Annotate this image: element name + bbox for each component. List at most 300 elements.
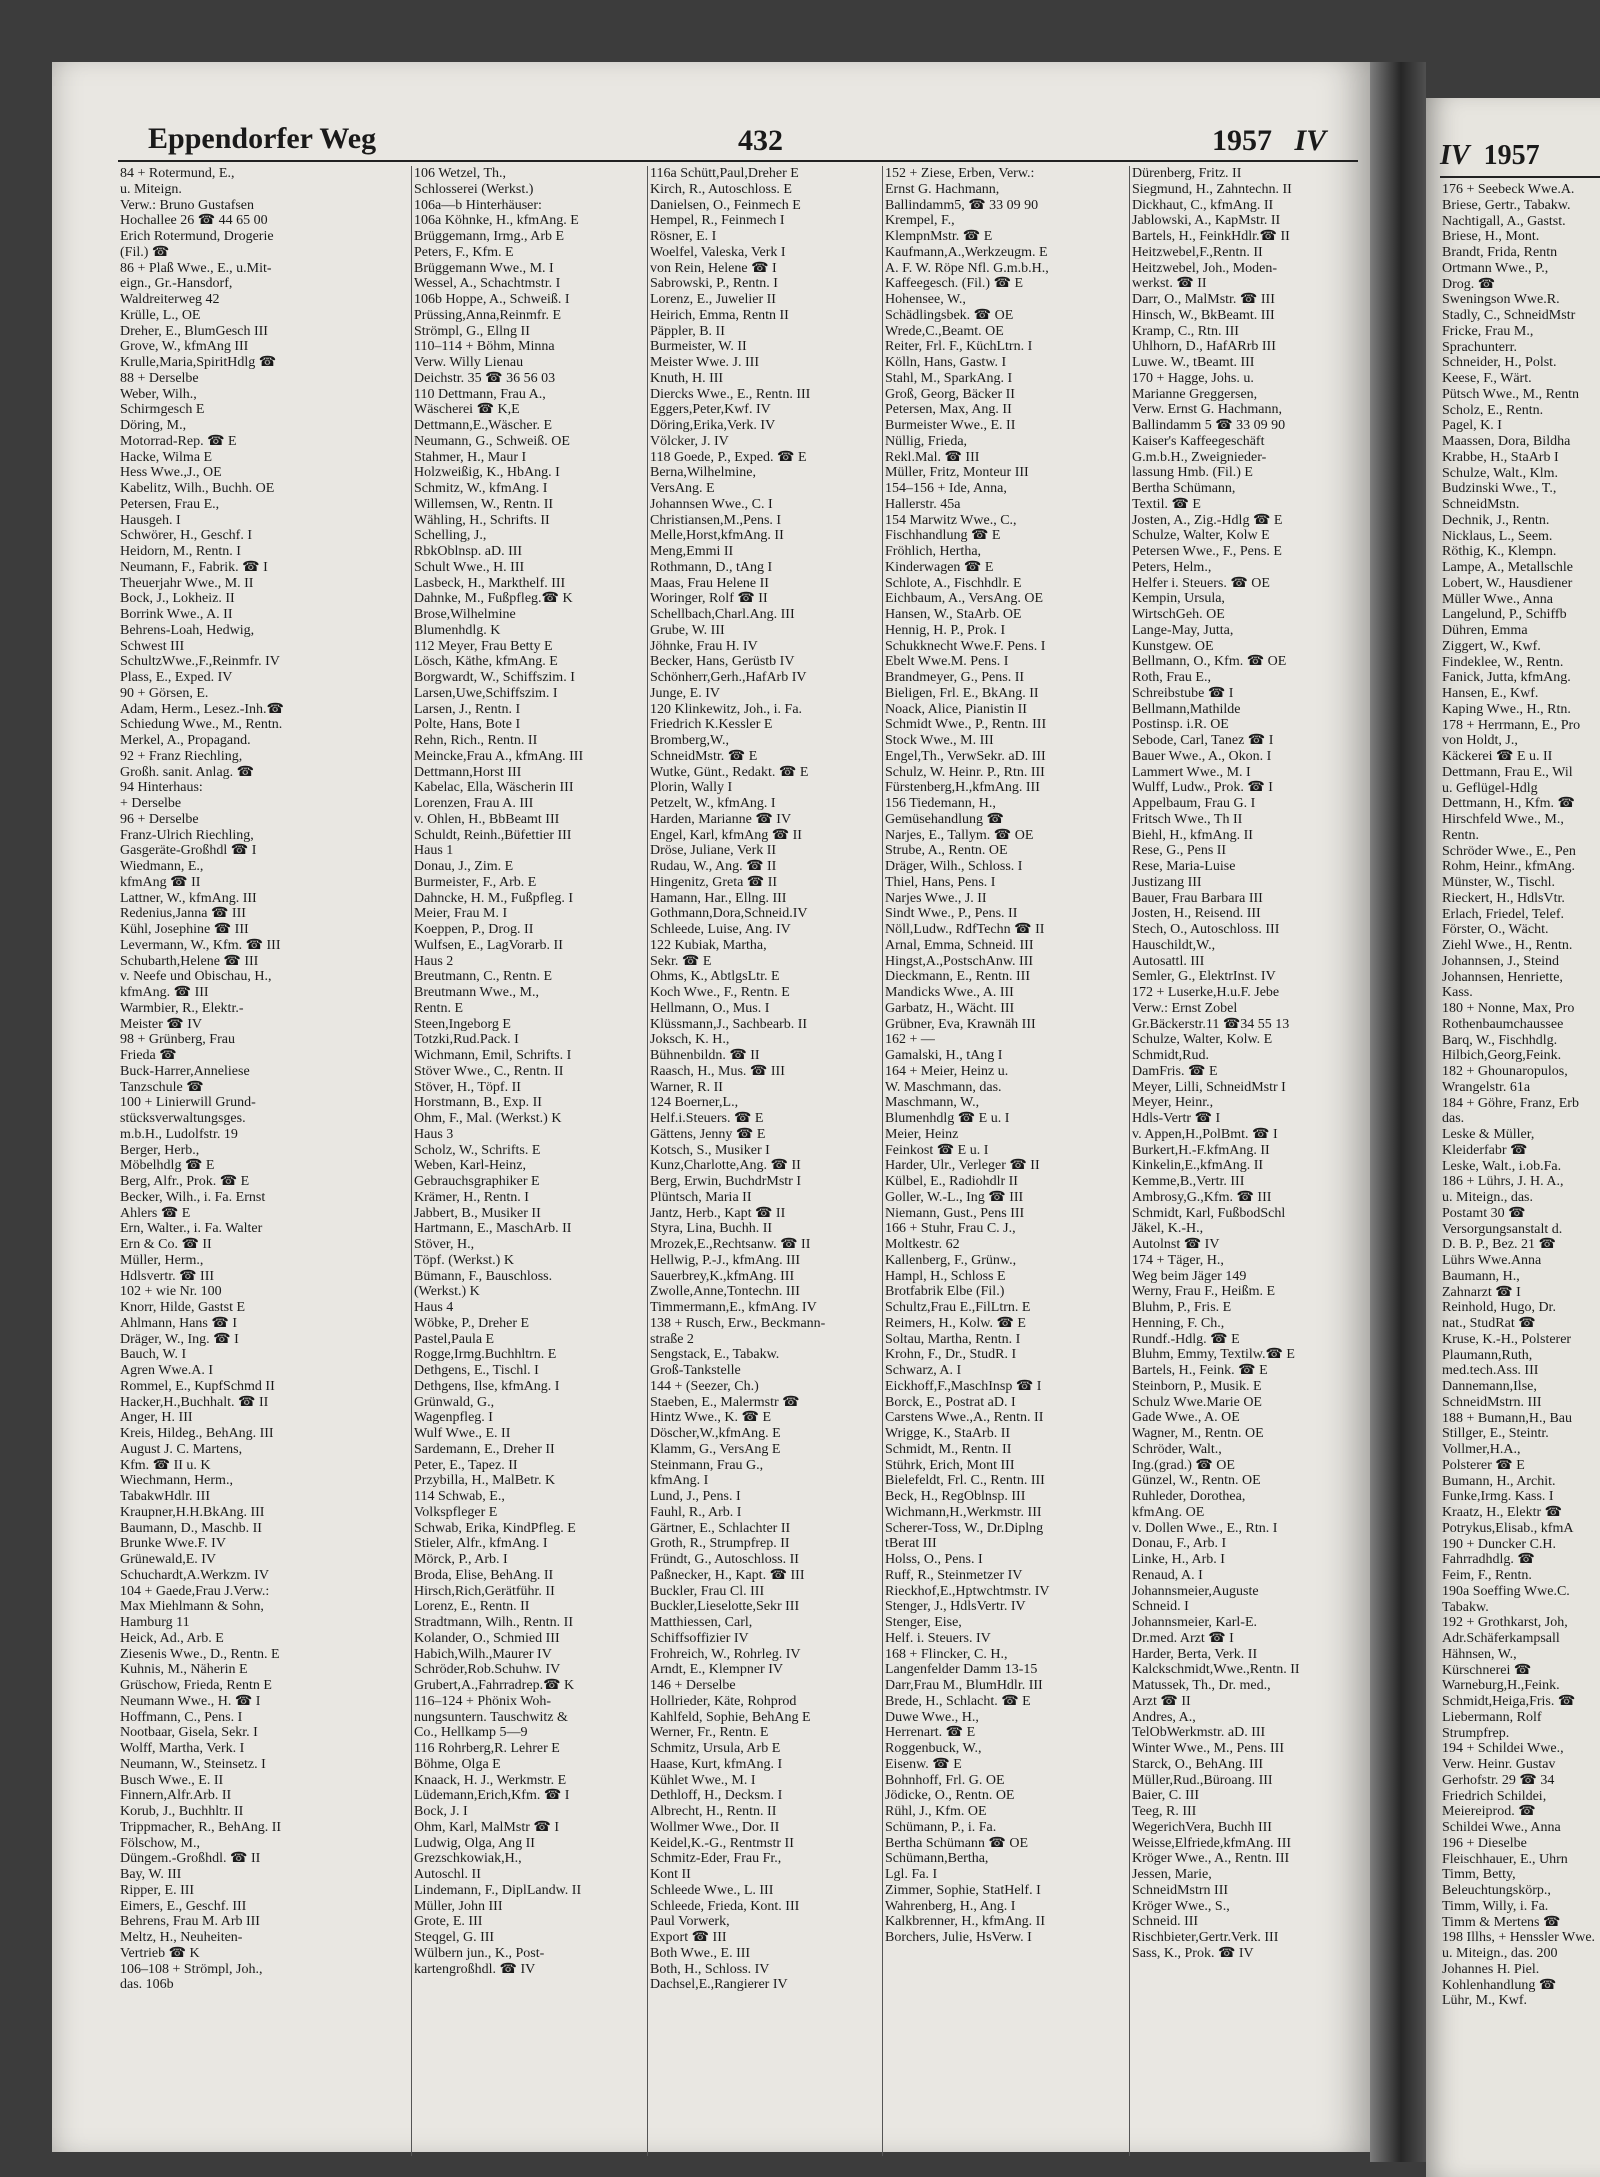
directory-entry-line: Dräger, Wilh., Schloss. I — [885, 859, 1023, 874]
directory-entry-line: Broda, Elise, BehAng. II — [414, 1567, 554, 1583]
directory-entry-line: Rese, G., Pens II — [1132, 843, 1227, 859]
directory-entry-line: Krämer, H., Rentn. I — [414, 1189, 529, 1205]
directory-entry-line: Wichmann,H.,Werkmstr. III — [885, 1504, 1042, 1520]
directory-entry-line: Ambrosy,G.,Kfm. ☎ III — [1132, 1189, 1272, 1205]
directory-entry-line: Düngem.-Großhdl. ☎ II — [120, 1851, 261, 1867]
directory-entry-line: Groß, Georg, Bäcker II — [885, 386, 1015, 402]
directory-entry-line: Bromberg,W., — [650, 733, 729, 748]
directory-entry-line: Meyer, Lilli, SchneidMstr I — [1132, 1079, 1286, 1095]
directory-entry-line: 138 + Rusch, Erw., Beckmann- — [650, 1315, 826, 1331]
directory-entry-line: Hallerstr. 45a — [885, 496, 961, 512]
directory-entry-line: Kraupner,H.H.BkAng. III — [120, 1504, 265, 1520]
directory-entry-line: Dräger, W., Ing. ☎ I — [120, 1331, 239, 1347]
directory-entry-line: Koch Wwe., F., Rentn. E — [650, 985, 790, 1000]
directory-entry-line: Schneid. I — [1132, 1599, 1189, 1615]
directory-entry-line: Heidorn, M., Rentn. I — [120, 544, 241, 559]
directory-entry-line: Bieligen, Frl. E., BkAng. II — [885, 685, 1039, 701]
directory-entry-line: Ripper, E. III — [120, 1882, 195, 1898]
directory-entry-line: Zwolle,Anne,Tontechn. III — [650, 1284, 800, 1300]
directory-entry-line: Schmitz, Ursula, Arb E — [650, 1741, 781, 1756]
directory-entry-line: Fahrradhdlg. ☎ — [1442, 1552, 1535, 1568]
directory-entry-line: Stenger, Eise, — [885, 1615, 962, 1630]
directory-entry-line: v. Dollen Wwe., E., Rtn. I — [1132, 1520, 1278, 1536]
directory-entry-line: Bellmann,Mathilde — [1132, 701, 1241, 717]
directory-entry-line: Dettmann,E.,Wäscher. E — [414, 418, 553, 433]
directory-entry-line: Fründt, G., Autoschloss. II — [650, 1552, 799, 1567]
directory-entry-line: Budzinski Wwe., T., — [1442, 481, 1557, 497]
directory-entry-line: Ziesenis Wwe., D., Rentn. E — [120, 1646, 280, 1662]
directory-entry-line: Timm & Mertens ☎ — [1442, 1914, 1561, 1930]
directory-entry-line: Dr.med. Arzt ☎ I — [1132, 1630, 1234, 1646]
directory-entry-line: Bauer, Frau Barbara III — [1132, 890, 1263, 906]
directory-entry-line: Sekr. ☎ E — [650, 953, 712, 969]
directory-entry-line: Agren Wwe.A. I — [120, 1363, 214, 1378]
directory-entry-line: Merkel, A., Propagand. — [120, 733, 251, 748]
directory-entry-line: Breutmann, C., Rentn. E — [414, 969, 553, 985]
directory-entry-line: Nicklaus, L., Seem. — [1442, 528, 1553, 544]
directory-entry-line: Woringer, Rolf ☎ II — [650, 591, 768, 607]
directory-entry-line: Diercks Wwe., E., Rentn. III — [650, 386, 811, 402]
directory-entry-line: Rösner, E. I — [650, 229, 717, 244]
directory-entry-line: Polte, Hans, Bote I — [414, 717, 521, 733]
directory-entry-line: Hoffmann, C., Pens. I — [120, 1709, 243, 1725]
directory-entry-line: Haus 2 — [414, 953, 454, 969]
directory-entry-line: Friedrich K.Kessler E — [650, 717, 773, 733]
directory-entry-line: Fröhlich, Hertha, — [885, 544, 982, 559]
directory-entry-line: Johannsen, J., Steind — [1442, 953, 1560, 969]
directory-entry-line: Schmidt Wwe., P., Rentn. III — [885, 717, 1047, 733]
directory-entry-line: Adr.Schäferkampsall — [1442, 1631, 1560, 1646]
directory-entry-line: Christiansen,M.,Pens. I — [650, 512, 782, 528]
directory-entry-line: Schildei Wwe., Anna — [1442, 1820, 1561, 1835]
directory-entry-line: Joksch, K. H., — [650, 1032, 730, 1048]
directory-entry-line: Bock, J. I — [414, 1804, 468, 1819]
directory-entry-line: Pütsch Wwe., M., Rentn — [1442, 386, 1580, 402]
directory-entry-line: Hansen, W., StaArb. OE — [885, 607, 1022, 622]
directory-entry-line: Ziehl Wwe., H., Rentn. — [1442, 938, 1573, 953]
directory-entry-line: Matussek, Th., Dr. med., — [1132, 1678, 1271, 1693]
directory-entry-line: Korub, J., Buchhltr. II — [120, 1804, 244, 1819]
directory-column-5 — [1130, 166, 1358, 2156]
directory-entry-line: Kempin, Ursula, — [1132, 591, 1225, 607]
directory-entry-line: Bartels, H., FeinkHdlr.☎ II — [1132, 229, 1290, 244]
directory-entry-line: Theuerjahr Wwe., M. II — [120, 575, 254, 591]
directory-entry-line: Kunstgew. OE — [1132, 638, 1214, 654]
directory-entry-line: Hintz Wwe., K. ☎ E — [650, 1410, 771, 1426]
directory-entry-line: Meincke,Frau A., kfmAng. III — [414, 748, 584, 764]
directory-entry-line: Sebode, Carl, Tanez ☎ I — [1132, 733, 1274, 748]
directory-entry-line: Friedrich Schildei, — [1442, 1788, 1547, 1804]
directory-entry-line: Hingenitz, Greta ☎ II — [650, 874, 778, 890]
directory-entry-line: Harder, Ulr., Verleger ☎ II — [885, 1158, 1040, 1174]
directory-entry-line: Roth, Frau E., — [1132, 670, 1211, 685]
directory-entry-line: Heitzwebel,F.,Rentn. II — [1132, 244, 1263, 260]
directory-entry-line: 168 + Flincker, C. H., — [885, 1646, 1008, 1662]
directory-entry-line: Dettmann, H., Kfm. ☎ — [1442, 796, 1575, 812]
directory-entry-line: Dechnik, J., Rentn. — [1442, 512, 1550, 528]
directory-entry-line: Meister Wwe. J. III — [650, 355, 759, 370]
directory-entry-line: Lührs Wwe.Anna — [1442, 1253, 1542, 1268]
directory-entry-line: 114 Schwab, E., — [414, 1489, 505, 1504]
directory-entry-line: Darr,Frau M., BlumHdlr. III — [885, 1678, 1043, 1693]
directory-entry-line: Stillger, E., Steintr. — [1442, 1426, 1549, 1442]
directory-entry-line: Kass. — [1442, 985, 1473, 1001]
directory-entry-line: Großh. sanit. Anlag. ☎ — [120, 764, 255, 780]
directory-entry-line: Marianne Greggersen, — [1132, 386, 1258, 402]
directory-entry-line: Wulf Wwe., E. II — [414, 1426, 511, 1441]
directory-entry-line: Gärtner, E., Schlachter II — [650, 1520, 791, 1536]
directory-entry-line: Helf.i.Steuers. ☎ E — [650, 1111, 764, 1126]
directory-entry-line: Eimers, E., Geschf. III — [120, 1898, 247, 1914]
directory-entry-line: Fürstenberg,H.,kfmAng. III — [885, 780, 1040, 796]
directory-entry-line: 106b Hoppe, A., Schweiß. I — [414, 292, 570, 307]
directory-entry-line: Schmidt,Rud. — [1132, 1048, 1210, 1063]
directory-entry-line: Ludwig, Olga, Ang II — [414, 1835, 535, 1851]
directory-entry-line: Horstmann, B., Exp. II — [414, 1095, 542, 1111]
directory-entry-line: Lüdemann,Erich,Kfm. ☎ I — [414, 1788, 570, 1804]
directory-entry-line: Jäkel, K.-H., — [1132, 1221, 1204, 1237]
directory-entry-line: 116a Schütt,Paul,Dreher E — [650, 166, 799, 181]
directory-entry-line: Kaffeegesch. (Fil.) ☎ E — [885, 276, 1024, 292]
directory-entry-line: Eisenw. ☎ E — [885, 1756, 962, 1772]
directory-entry-line: Rentn. — [1442, 827, 1479, 843]
directory-entry-line: A. F. W. Röpe Nfl. G.m.b.H., — [885, 260, 1049, 276]
directory-entry-line: Uhlhorn, D., HafARrb III — [1132, 339, 1276, 355]
directory-entry-line: Lgl. Fa. I — [885, 1867, 938, 1882]
directory-entry-line: Becker, Wilh., i. Fa. Ernst — [120, 1189, 266, 1205]
directory-entry-line: Hilbich,Georg,Feink. — [1442, 1048, 1562, 1064]
directory-entry-line: Kruse, K.-H., Polsterer — [1442, 1331, 1572, 1347]
directory-entry-line: Schneid. III — [1132, 1914, 1199, 1930]
directory-entry-line: Frieda ☎ — [120, 1048, 177, 1063]
directory-entry-line: 102 + wie Nr. 100 — [120, 1284, 222, 1300]
directory-entry-line: Appelbaum, Frau G. I — [1132, 796, 1256, 811]
directory-entry-line: Kaiser's Kaffeegeschäft — [1132, 433, 1265, 449]
directory-entry-line: 178 + Herrmann, E., Pro — [1442, 717, 1581, 733]
directory-entry-line: Krohn, F., Dr., StudR. I — [885, 1347, 1017, 1363]
directory-entry-line: Dettmann,Horst III — [414, 764, 522, 780]
directory-entry-line: Petersen, Frau E., — [120, 496, 220, 512]
directory-entry-line: Meyer, Heinr., — [1132, 1095, 1214, 1111]
directory-entry-line: Fleischhauer, E., Uhrn — [1442, 1851, 1568, 1867]
directory-entry-line: Koeppen, P., Drog. II — [414, 922, 534, 937]
directory-entry-line: kfmAng ☎ II — [120, 874, 201, 890]
directory-entry-line: Herrenart. ☎ E — [885, 1725, 976, 1741]
directory-entry-line: Gothmann,Dora,Schneid.IV — [650, 906, 808, 922]
directory-entry-line: Behrens, Frau M. Arb III — [120, 1914, 260, 1930]
directory-entry-line: 192 + Grothkarst, Joh, — [1442, 1615, 1568, 1631]
directory-entry-line: Kramp, C., Rtn. III — [1132, 323, 1239, 339]
directory-entry-line: Kabelitz, Wilh., Buchh. OE — [120, 481, 275, 496]
directory-entry-line: 194 + Schildei Wwe., — [1442, 1741, 1564, 1757]
directory-entry-line: Autoschl. II — [414, 1867, 481, 1882]
directory-entry-line: Buckler, Frau Cl. III — [650, 1583, 765, 1599]
directory-entry-line: Feim, F., Rentn. — [1442, 1568, 1532, 1583]
directory-entry-line: Rommel, E., KupfSchmd II — [120, 1378, 275, 1394]
directory-entry-line: August J. C. Martens, — [120, 1441, 243, 1457]
directory-entry-line: Stock Wwe., M. III — [885, 733, 994, 748]
directory-entry-line: Timm, Willy, i. Fa. — [1442, 1898, 1549, 1914]
directory-entry-line: Lobert, W., Hausdiener — [1442, 575, 1573, 591]
directory-entry-line: Export ☎ III — [650, 1930, 727, 1945]
directory-entry-line: Hauschildt,W., — [1132, 937, 1216, 953]
directory-entry-line: eign., Gr.-Hansdorf, — [120, 276, 233, 292]
directory-entry-line: Krülle, L., OE — [120, 307, 201, 323]
directory-entry-line: Volkspfleger E — [414, 1504, 498, 1520]
directory-entry-line: Neumann, W., Steinsetz. I — [120, 1756, 266, 1772]
directory-entry-line: Dahnke, M., Fußpfleg.☎ K — [414, 591, 573, 607]
directory-entry-line: Wäscherei ☎ K,E — [414, 402, 520, 418]
directory-entry-line: 94 Hinterhaus: — [120, 780, 203, 796]
directory-entry-line: Pagel, K. I — [1442, 418, 1502, 434]
directory-entry-line: Winter Wwe., M., Pens. III — [1132, 1741, 1284, 1756]
directory-entry-line: Ortmann Wwe., P., — [1442, 260, 1549, 276]
directory-entry-line: Duwe Wwe., H., — [885, 1709, 979, 1725]
directory-entry-line: Johannsmeier, Karl-E. — [1132, 1615, 1258, 1630]
directory-entry-line: Dröse, Juliane, Verk II — [650, 843, 777, 859]
directory-entry-line: Hess Wwe.,J., OE — [120, 465, 222, 481]
directory-entry-line: Borgwardt, W., Schiffszim. I — [414, 670, 575, 685]
directory-entry-line: 106–108 + Strömpl, Joh., — [120, 1961, 263, 1977]
directory-entry-line: Pastel,Paula E — [414, 1331, 495, 1347]
directory-entry-line: 156 Tiedemann, H., — [885, 796, 996, 811]
directory-entry-line: Hamann, Har., Ellng. III — [650, 890, 787, 906]
directory-entry-line: Schümann,Bertha, — [885, 1851, 989, 1867]
directory-entry-line: Ballindamm 5 ☎ 33 09 90 — [1132, 418, 1286, 433]
directory-entry-line: Neumann Wwe., H. ☎ I — [120, 1693, 261, 1709]
directory-entry-line: Renaud, A. I — [1132, 1567, 1203, 1583]
directory-entry-line: Rieckhof,E.,Hptwchtmstr. IV — [885, 1583, 1050, 1599]
directory-entry-line: Scherer-Toss, W., Dr.Diplng — [885, 1520, 1044, 1536]
directory-entry-line: Prüssing,Anna,Reinmfr. E — [414, 307, 561, 323]
directory-entry-line: Wiedmann, E., — [120, 859, 204, 874]
directory-entry-line: lassung Hmb. (Fil.) E — [1132, 465, 1253, 481]
directory-entry-line: Sardemann, E., Dreher II — [414, 1441, 555, 1457]
directory-entry-line: v. Neefe und Obischau, H., — [120, 969, 272, 985]
directory-entry-line: das. 106b — [120, 1977, 174, 1993]
directory-entry-line: SchneidMstrn. III — [1442, 1394, 1542, 1410]
directory-entry-line: Lattner, W., kfmAng. III — [120, 890, 257, 906]
directory-entry-line: Adam, Herm., Lesez.-Inh.☎ — [120, 701, 284, 717]
directory-entry-line: Kaping Wwe., H., Rtn. — [1442, 701, 1571, 717]
directory-entry-line: Motorrad-Rep. ☎ E — [120, 433, 237, 449]
directory-entry-line: Kölln, Hans, Gastw. I — [885, 355, 1007, 370]
directory-entry-line: Müller, Fritz, Monteur III — [885, 465, 1029, 481]
directory-entry-line: Fischhandlung ☎ E — [885, 528, 1001, 544]
directory-entry-line: Burmeister Wwe., E. II — [885, 418, 1016, 433]
directory-entry-line: Behrens-Loah, Hedwig, — [120, 622, 255, 638]
directory-entry-line: Hellmann, O., Mus. I — [650, 1000, 770, 1016]
directory-entry-line: Kotsch, S., Musiker I — [650, 1142, 770, 1158]
directory-entry-line: Rekl.Mal. ☎ III — [885, 449, 980, 465]
directory-entry-line: Wulff, Ludw., Prok. ☎ I — [1132, 780, 1273, 796]
directory-entry-line: 112 Meyer, Frau Betty E — [414, 638, 553, 654]
directory-entry-line: 116 Rohrberg,R. Lehrer E — [414, 1741, 560, 1756]
directory-entry-line: KlempnMstr. ☎ E — [885, 229, 993, 244]
directory-entry-line: Plass, E., Exped. IV — [120, 670, 233, 685]
directory-entry-line: Lammert Wwe., M. I — [1132, 764, 1251, 780]
directory-entry-line: Woelfel, Valeska, Verk I — [650, 244, 786, 260]
directory-entry-line: Rothenbaumchaussee — [1442, 1016, 1564, 1032]
directory-entry-line: Dethgens, Ilse, kfmAng. I — [414, 1378, 560, 1394]
directory-entry-line: u. Miteign., das. 200 — [1442, 1946, 1558, 1961]
directory-entry-line: Hennig, H. P., Prok. I — [885, 622, 1006, 638]
directory-entry-line: + Derselbe — [120, 796, 182, 811]
directory-entry-line: Schlote, A., Fischhdlr. E — [885, 575, 1022, 591]
directory-entry-line: Wähling, H., Schrifts. II — [414, 512, 550, 528]
directory-entry-line: 154–156 + Ide, Anna, — [885, 481, 1007, 496]
directory-entry-line: u. Miteign. — [120, 181, 182, 197]
directory-entry-line: Schleede Wwe., L. III — [650, 1882, 774, 1898]
directory-entry-line: Buckler,Lieselotte,Sekr III — [650, 1599, 800, 1615]
directory-entry-line: 104 + Gaede,Frau J.Verw.: — [120, 1583, 270, 1599]
directory-entry-line: Paul Vorwerk, — [650, 1914, 730, 1930]
directory-entry-line: stücksverwaltungsges. — [120, 1111, 246, 1126]
directory-entry-line: Frohreich, W., Rohrleg. IV — [650, 1646, 801, 1662]
directory-entry-line: Luwe. W., tBeamt. III — [1132, 355, 1255, 370]
directory-entry-line: Rehn, Rich., Rentn. II — [414, 733, 538, 748]
directory-entry-line: Wichmann, Emil, Schrifts. I — [414, 1048, 572, 1063]
directory-entry-line: Lösch, Käthe, kfmAng. E — [414, 654, 558, 670]
directory-entry-line: Haus 1 — [414, 843, 454, 859]
directory-entry-line: Verw. Willy Lienau — [414, 355, 524, 370]
directory-entry-line: Schelling, J., — [414, 528, 487, 544]
directory-entry-line: 166 + Stuhr, Frau C. J., — [885, 1221, 1016, 1237]
directory-entry-line: Henning, F. Ch., — [1132, 1315, 1225, 1331]
directory-entry-line: Brüggemann, Irmg., Arb E — [414, 229, 565, 244]
directory-entry-line: Schwarz, A. I — [885, 1363, 962, 1378]
directory-entry-line: Engel,Th., VerwSekr. aD. III — [885, 748, 1046, 764]
directory-entry-line: Haase, Kurt, kfmAng. I — [650, 1756, 783, 1772]
directory-entry-line: Döring, M., — [120, 418, 187, 433]
directory-entry-line: VersAng. E — [650, 481, 715, 496]
directory-entry-line: Leske & Müller, — [1442, 1127, 1535, 1142]
directory-entry-line: Ohm, F., Mal. (Werkst.) K — [414, 1111, 562, 1126]
directory-entry-line: Hellwig, P.-J., kfmAng. III — [650, 1252, 801, 1268]
directory-entry-line: Barq, W., Fischhdlg. — [1442, 1032, 1558, 1048]
directory-entry-line: Kalkbrenner, H., kfmAng. II — [885, 1914, 1046, 1930]
directory-entry-line: 122 Kubiak, Martha, — [650, 937, 767, 953]
directory-entry-line: Redenius,Janna ☎ III — [120, 906, 246, 922]
directory-entry-line: Stradtmann, Wilh., Rentn. II — [414, 1615, 573, 1630]
directory-entry-line: Berger, Herb., — [120, 1142, 200, 1158]
directory-entry-line: kfmAng. ☎ III — [120, 985, 209, 1000]
directory-entry-line: Liebermann, Rolf — [1442, 1709, 1542, 1725]
directory-entry-line: Röthig, K., Klempn. — [1442, 544, 1557, 560]
directory-entry-line: Mrozek,E.,Rechtsanw. ☎ II — [650, 1237, 811, 1252]
directory-entry-line: von Holdt, J., — [1442, 733, 1518, 749]
directory-entry-line: Grove, W., kfmAng III — [120, 339, 249, 355]
directory-entry-line: Päppler, B. II — [650, 323, 725, 339]
directory-entry-line: Heick, Ad., Arb. E — [120, 1630, 224, 1646]
directory-entry-line: Günzel, W., Rentn. OE — [1132, 1473, 1261, 1489]
directory-entry-line: Lorenz, E., Juwelier II — [650, 292, 776, 307]
directory-entry-line: Helf. i. Steuers. IV — [885, 1630, 991, 1646]
directory-entry-line: Kuhnis, M., Näherin E — [120, 1662, 248, 1678]
directory-entry-line: Stenger, J., HdlsVertr. IV — [885, 1599, 1026, 1615]
directory-entry-line: Fölschow, M., — [120, 1835, 200, 1851]
directory-entry-line: 118 Goede, P., Exped. ☎ E — [650, 449, 807, 465]
directory-entry-line: u. Miteign., das. — [1442, 1190, 1533, 1205]
directory-entry-line: Noack, Alice, Pianistin II — [885, 701, 1027, 717]
directory-entry-line: Josten, H., Reisend. III — [1132, 906, 1261, 922]
directory-entry-line: Waldreiterweg 42 — [120, 292, 220, 307]
directory-entry-line: Wrigge, K., StaArb. II — [885, 1426, 1011, 1441]
directory-entry-line: Maassen, Dora, Bildha — [1442, 434, 1571, 449]
directory-entry-line: Kühl, Josephine ☎ III — [120, 922, 249, 937]
directory-entry-line: Nachtigall, A., Gastst. — [1442, 213, 1566, 229]
directory-entry-line: Schulz Wwe.Marie OE — [1132, 1394, 1262, 1410]
directory-entry-line: Textil. ☎ E — [1132, 496, 1201, 512]
directory-entry-line: Larsen,Uwe,Schiffszim. I — [414, 685, 558, 701]
directory-entry-line: m.b.H., Ludolfstr. 19 — [120, 1126, 238, 1142]
directory-entry-line: Staeben, E., Malermstr ☎ — [650, 1394, 800, 1410]
directory-entry-line: Kohlenhandlung ☎ — [1442, 1977, 1557, 1993]
directory-entry-line: Schukknecht Wwe.F. Pens. I — [885, 638, 1046, 654]
directory-entry-line: Johannsmeier,Auguste — [1132, 1583, 1259, 1599]
directory-entry-line: nungsuntern. Tauschwitz & — [414, 1709, 568, 1725]
directory-entry-line: Käckerei ☎ E u. II — [1442, 749, 1553, 764]
directory-entry-line: Münster, W., Tischl. — [1442, 875, 1556, 890]
directory-entry-line: Albrecht, H., Rentn. II — [650, 1804, 777, 1819]
directory-entry-line: Johannsen Wwe., C. I — [650, 496, 773, 512]
directory-entry-line: Knorr, Hilde, Gastst E — [120, 1300, 246, 1315]
directory-entry-line: Holss, O., Pens. I — [885, 1552, 983, 1567]
directory-entry-line: Bümann, F., Bauschloss. — [414, 1268, 553, 1284]
directory-entry-line: Steen,Ingeborg E — [414, 1016, 511, 1032]
directory-entry-line: Feinkost ☎ E u. I — [885, 1142, 989, 1158]
directory-entry-line: Sweningson Wwe.R. — [1442, 292, 1560, 308]
directory-entry-line: Kabelac, Ella, Wäscherin III — [414, 780, 574, 796]
directory-entry-line: 100 + Linierwill Grund- — [120, 1095, 256, 1111]
directory-entry-line: Steqgel, G. III — [414, 1930, 495, 1945]
directory-entry-line: Baier, C. III — [1132, 1788, 1200, 1804]
directory-entry-line: Stöver, H., — [414, 1237, 475, 1252]
directory-entry-line: Döring,Erika,Verk. IV — [650, 418, 776, 433]
directory-entry-line: Funke,Irmg. Kass. I — [1442, 1489, 1554, 1505]
directory-entry-line: Matthiessen, Carl, — [650, 1615, 753, 1630]
directory-entry-line: Mörck, P., Arb. I — [414, 1552, 508, 1567]
directory-entry-line: Franz-Ulrich Riechling, — [120, 827, 254, 843]
directory-entry-line: Hansen, E., Kwf. — [1442, 686, 1539, 701]
directory-entry-line: Böhme, Olga E — [414, 1756, 501, 1772]
directory-entry-line: 106a—b Hinterhäuser: — [414, 197, 542, 213]
directory-entry-line: 116–124 + Phönix Woh- — [414, 1693, 552, 1709]
directory-columns — [118, 166, 1358, 2156]
directory-entry-line: Meier, Frau M. I — [414, 906, 508, 922]
directory-entry-line: Raasch, H., Mus. ☎ III — [650, 1063, 785, 1079]
directory-entry-line: Busch Wwe., E. II — [120, 1772, 224, 1788]
directory-entry-line: Hacke, Wilma E — [120, 449, 213, 465]
directory-entry-line: Külbel, E., Radiohdlr II — [885, 1174, 1018, 1189]
directory-entry-line: Kraatz, H., Elektr ☎ — [1442, 1505, 1563, 1520]
directory-entry-line: Grube, W. III — [650, 622, 725, 638]
directory-entry-line: Grünwald, G., — [414, 1394, 495, 1410]
directory-entry-line: Willemsen, W., Rentn. II — [414, 496, 554, 512]
directory-entry-line: Förster, O., Wächt. — [1442, 922, 1549, 938]
directory-entry-line: Meiereiprod. ☎ — [1442, 1804, 1536, 1820]
directory-entry-line: Brüggemann Wwe., M. I — [414, 260, 554, 276]
directory-entry-line: Schult Wwe., H. III — [414, 559, 525, 575]
directory-entry-line: Burkert,H.-F.kfmAng. II — [1132, 1142, 1270, 1158]
directory-entry-line: Erlach, Friedel, Telef. — [1442, 906, 1564, 922]
directory-entry-line: Fritsch Wwe., Th II — [1132, 811, 1243, 827]
directory-entry-line: Hamburg 11 — [120, 1615, 190, 1630]
directory-entry-line: Verw. Heinr. Gustav — [1442, 1757, 1556, 1772]
directory-entry-line: Dethgens, E., Tischl. I — [414, 1363, 539, 1378]
directory-entry-line: Junge, E. IV — [650, 685, 720, 701]
directory-entry-line: Borchers, Julie, HsVerw. I — [885, 1930, 1032, 1945]
